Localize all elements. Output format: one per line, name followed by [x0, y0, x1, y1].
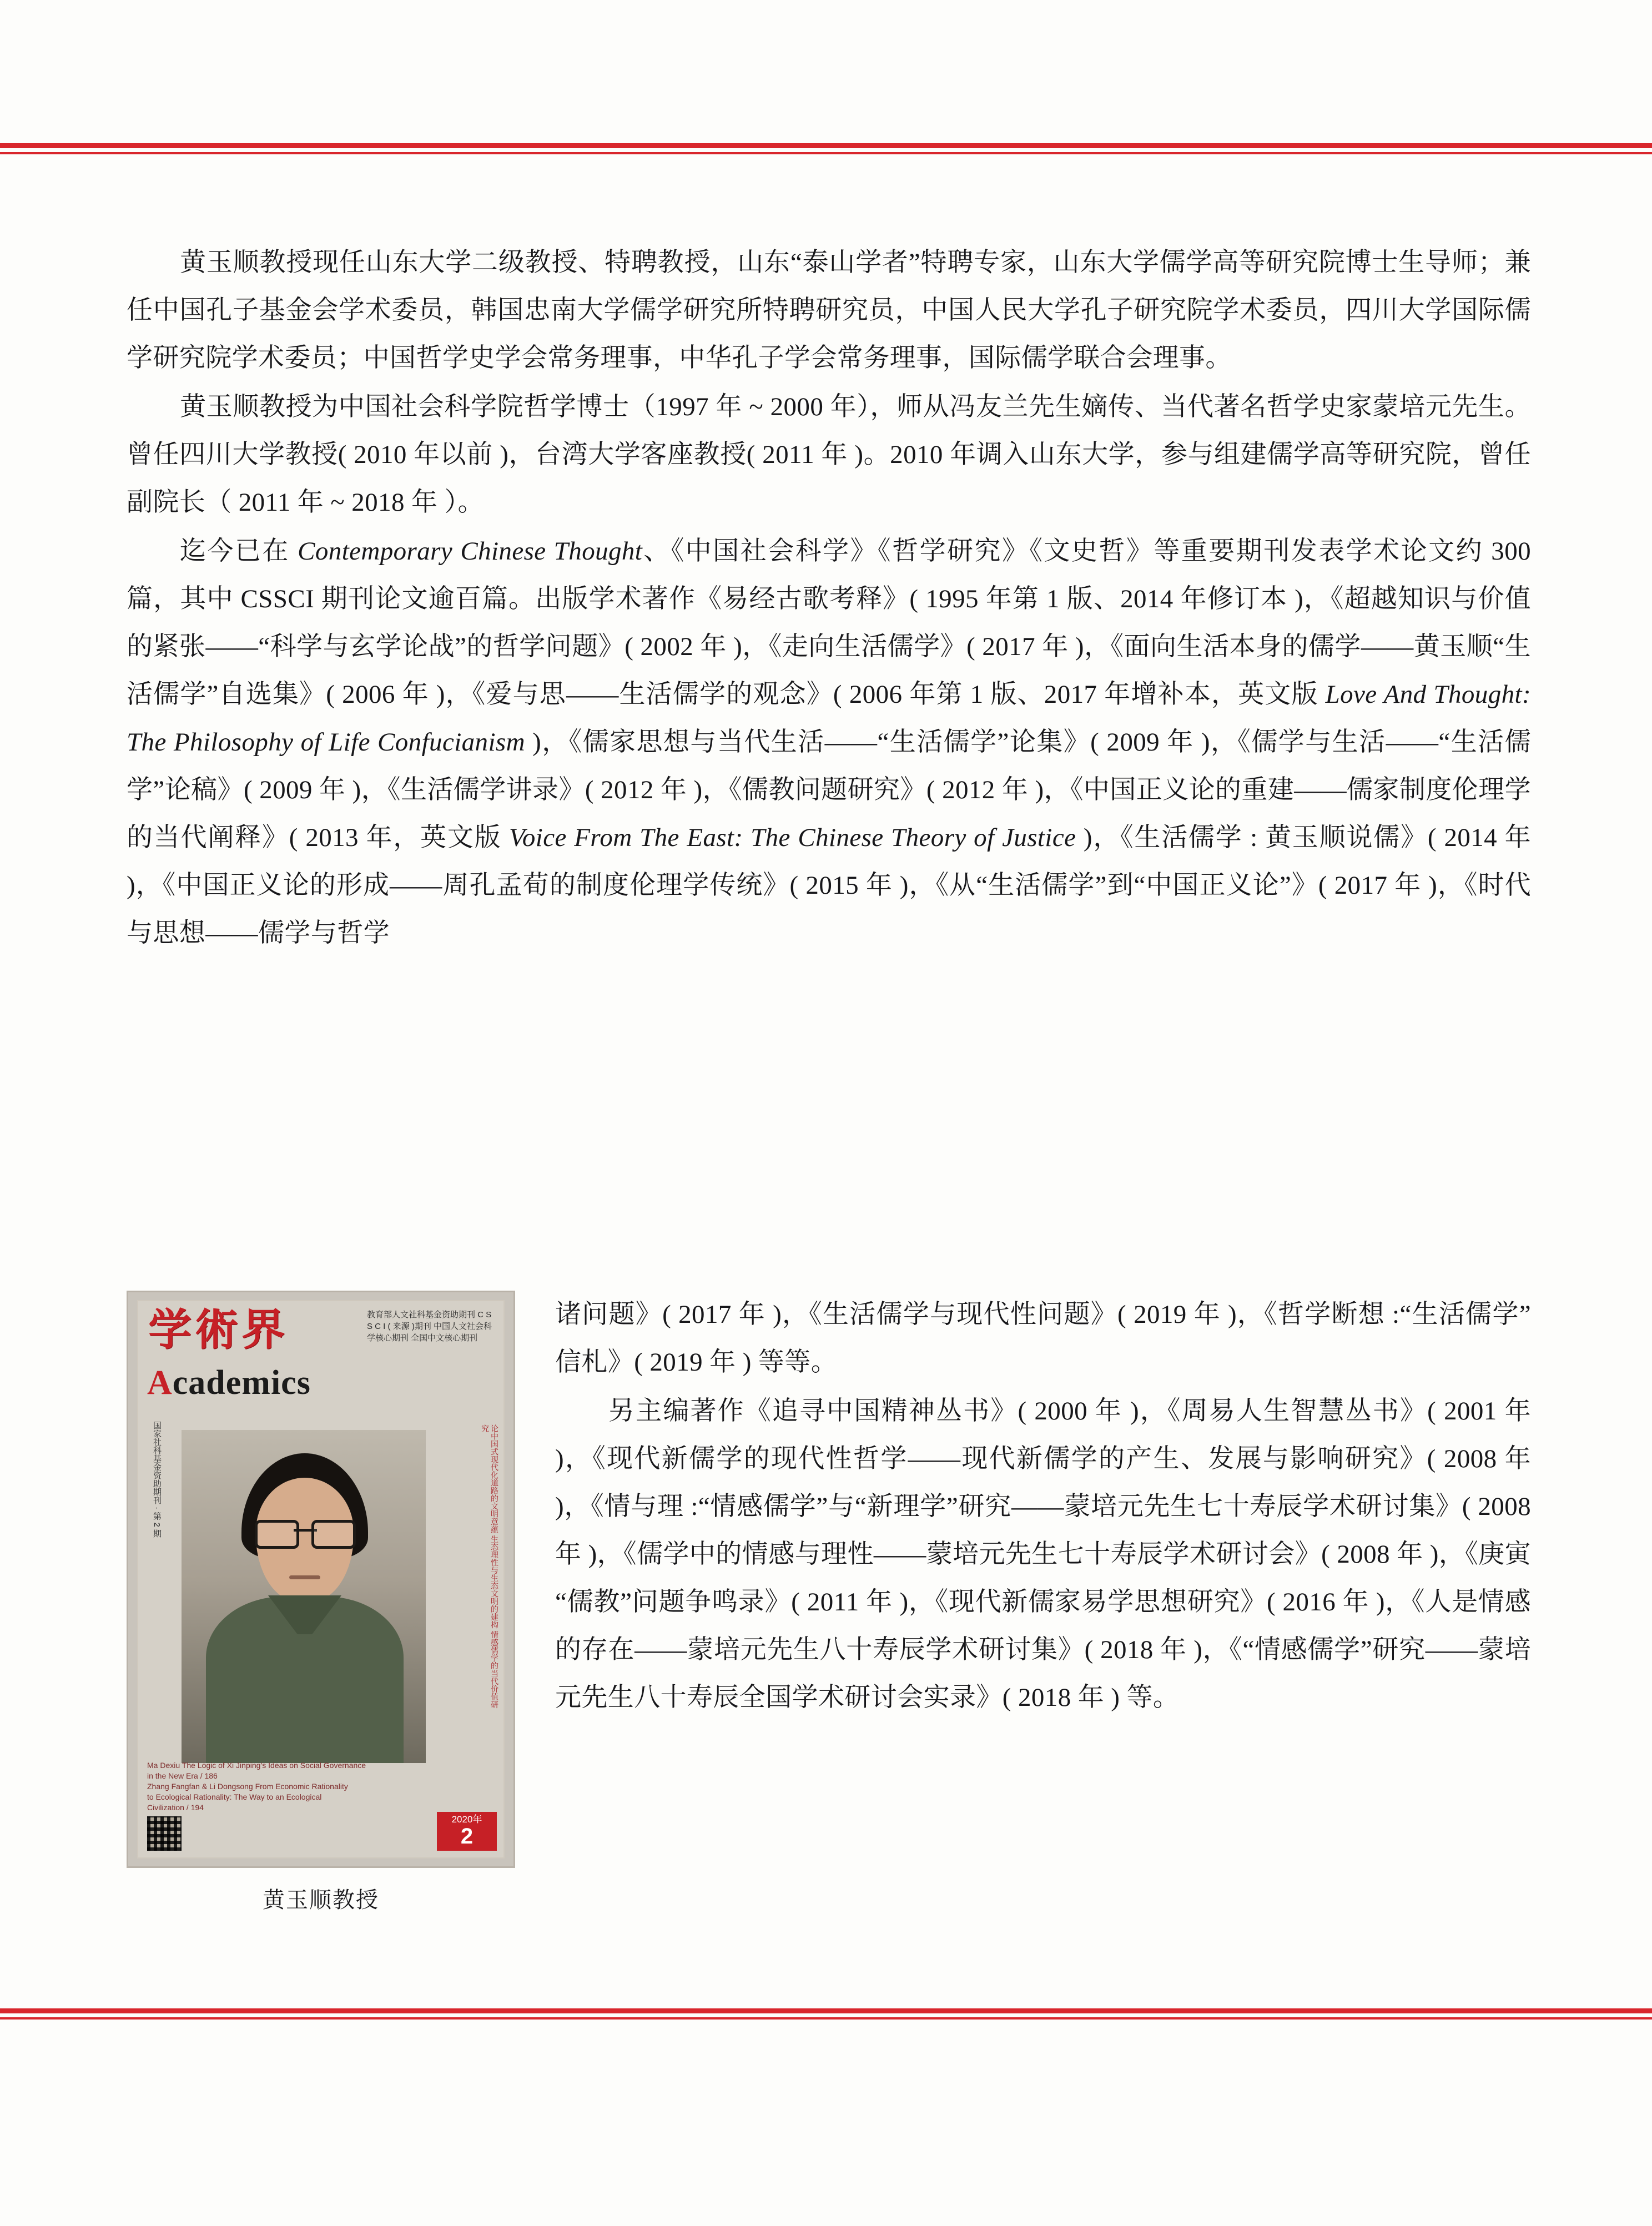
cover-contents-line-3: Zhang Fangfan & Li Dongsong From Economic Rationality	[147, 1782, 348, 1791]
p3-italic-title-2: Love And Thought: The Philosophy of Life Confucianism	[127, 680, 1532, 757]
cover-contents-line-2: in the New Era / 186	[147, 1771, 218, 1780]
portrait-mouth	[289, 1575, 320, 1579]
bottom-rule-thick	[0, 2008, 1652, 2013]
paragraph-1: 黄玉顺教授现任山东大学二级教授、特聘教授，山东“泰山学者”特聘专家，山东大学儒学高等研究院博士生导师；兼任中国孔子基金会学术委员，韩国忠南大学儒学研究所特聘研究员，中国人民大学孔子研究院学术委员，四川大学国际儒学研究院学术委员；中国哲学史学会常务理事，中华孔子学会常务理事，国际儒学联合会理事。	[127, 248, 1531, 372]
bottom-rule	[0, 2008, 1652, 2019]
p3-segment-2: 、《中国社会科学》《哲学研究》《文史哲》等重要期刊发表学术论文约 300 篇，其中 CSSCI 期刊论文逾百篇。出版学术著作《易经古歌考释》( 1995 年第 1 版、2014 年修订本 )，《超越知识与价值的紧张——“科学与玄学论战”的哲学问题》( 2002 年 )，《走向生活儒学》( 2017 年 )，《面向生活本身的儒学——黄玉顺“生活儒学”自选集》( 2006 年 )，《爱与思——生活儒学的观念》( 2006 年第 1 版、2017 年增补本，英文版	[127, 537, 1532, 709]
cover-contents-line-1: Ma Dexiu The Logic of Xi Jinping’s Ideas on Social Governance	[147, 1761, 366, 1770]
glasses-icon	[255, 1520, 356, 1544]
p3-segment-3: )，《儒家思想与当代生活——“生活儒学”论集》( 2009 年 )，《儒学与生活——“生活儒学”论稿》( 2009 年 )，《生活儒学讲录》( 2012 年 )，《儒教问题研究》( 2012 年 )，《中国正义论的重建——儒家制度伦理学的当代阐释》( 2013 年，英文版	[127, 728, 1531, 852]
p3-segment-4: )，《生活儒学 : 黄玉顺说儒》( 2014 年 )，《中国正义论的形成——周孔孟荀的制度伦理学传统》( 2015 年 )，《从“生活儒学”到“中国正义论”》( 2017 年 )，《时代与思想——儒学与哲学	[127, 823, 1531, 948]
cover-index-notes: 教育部人文社科基金资助期刊 C S S C I ( 来源 )期刊 中国人文社会科学核心期刊 全国中文核心期刊	[367, 1310, 492, 1343]
cover-title-chinese: 学術界	[148, 1306, 289, 1354]
paragraph-2: 黄玉顺教授为中国社会科学院哲学博士（1997 年 ~ 2000 年），师从冯友兰先生嫡传、当代著名哲学史家蒙培元先生。曾任四川大学教授( 2010 年以前 )，台湾大学客座教授( 2011 年 )。2010 年调入山东大学，参与组建儒学高等研究院，曾任副院长（ 2011 年 ~ 2018 年 ）。	[127, 392, 1531, 517]
paragraph-3	[127, 527, 1531, 957]
magazine-cover-image	[127, 1291, 515, 1868]
p3-italic-title-1: Contemporary Chinese Thought	[298, 537, 643, 566]
qr-code-icon	[147, 1816, 182, 1851]
glasses-lens-right	[311, 1520, 356, 1549]
p3-segment-1: 迄今已在	[180, 537, 298, 566]
glasses-lens-left	[255, 1520, 299, 1549]
cover-title-english	[147, 1363, 311, 1403]
paragraph-3-continued: 诸问题》( 2017 年 )，《生活儒学与现代性问题》( 2019 年 )，《哲学断想 :“生活儒学”信札》( 2019 年 ) 等等。	[555, 1300, 1531, 1377]
figure-caption: 黄玉顺教授	[263, 1887, 379, 1912]
top-rule	[0, 143, 1652, 154]
p3-italic-title-3: Voice From The East: The Chinese Theory of Justice	[508, 823, 1076, 852]
top-rule-thick	[0, 143, 1652, 148]
top-rule-thin	[0, 152, 1652, 154]
cover-contents-line-4: to Ecological Rationality: The Way to an Ecological	[147, 1792, 322, 1801]
cover-issue-badge	[437, 1812, 497, 1851]
portrait-photo	[182, 1430, 426, 1763]
body-text	[127, 239, 1531, 958]
cover-title-english-rest: cademics	[172, 1364, 311, 1402]
body-text-wrapped-column	[555, 1291, 1531, 1723]
cover-english-contents	[147, 1760, 386, 1813]
cover-sidebar-right: 论中国式现代化道路的文明意蕴 生态理性与生态文明的建构 情感儒学的当代价值研究	[481, 1424, 499, 1709]
cover-contents-line-5: Civilization / 194	[147, 1803, 204, 1812]
bottom-rule-thin	[0, 2017, 1652, 2019]
cover-title-english-initial: A	[147, 1364, 173, 1402]
cover-sidebar-left: 国家社科基金资助期刊 · 第 2 期	[152, 1421, 162, 1538]
cover-issue-number: 2	[460, 1824, 474, 1849]
cover-issue-year: 2020年	[451, 1814, 482, 1825]
paragraph-4: 另主编著作《追寻中国精神丛书》( 2000 年 )，《周易人生智慧丛书》( 2001 年 )，《现代新儒学的现代性哲学——现代新儒学的产生、发展与影响研究》( 2008 年 )，《情与理 :“情感儒学”与“新理学”研究——蒙培元先生七十寿辰学术研讨集》( 2008 年 )，《儒学中的情感与理性——蒙培元先生七十寿辰学术研讨会》( 2008 年 )，《庚寅“儒教”问题争鸣录》( 2011 年 )，《现代新儒家易学思想研究》( 2016 年 )，《人是情感的存在——蒙培元先生八十寿辰学术研讨集》( 2018 年 )，《“情感儒学”研究——蒙培元先生八十寿辰全国学术研讨会实录》( 2018 年 ) 等。	[555, 1397, 1531, 1712]
figure-magazine-cover	[127, 1291, 515, 1914]
